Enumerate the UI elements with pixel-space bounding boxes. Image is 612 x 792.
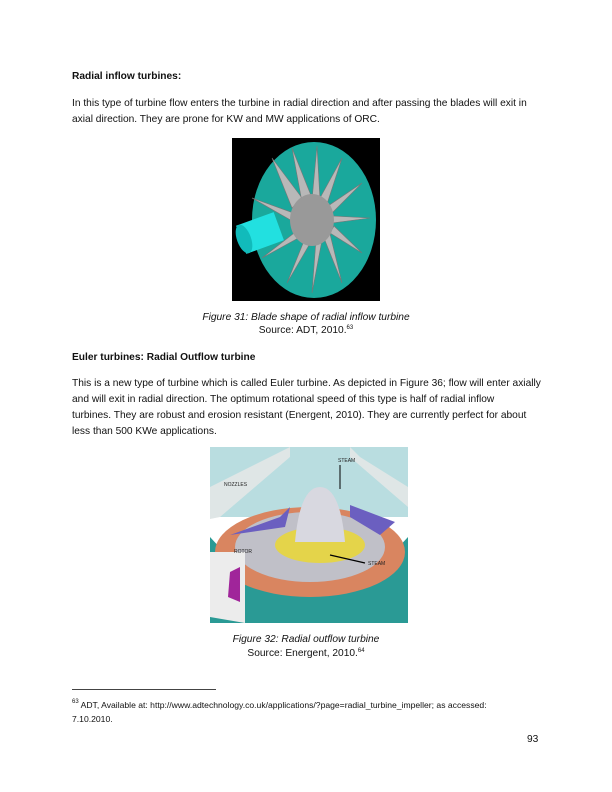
radial-inflow-turbine-image — [232, 138, 380, 301]
paragraph-line: This is a new type of turbine which is called Euler turbine. As depicted in Figure 36; flow will enter axially — [72, 378, 541, 389]
paragraph-line: axial direction. They are prone for KW and MW applications of ORC. — [72, 114, 380, 125]
paragraph-line: In this type of turbine flow enters the turbine in radial direction and after passing the blades will exit in — [72, 98, 527, 109]
footnote-ref[interactable]: 63 — [346, 325, 354, 331]
figure32-source — [0, 646, 612, 662]
radial-outflow-turbine-image — [210, 447, 408, 623]
footnote-text-line2: 7.10.2010. — [72, 714, 113, 724]
footnote-ref[interactable]: 64 — [357, 648, 365, 654]
page-number: 93 — [527, 734, 539, 745]
footnote-text: ADT, Available at: http://www.adtechnology.co.uk/applications/?page=radial_turbine_impeller; as accessed: — [78, 700, 487, 710]
paragraph-line: and will exit in radial direction. The optimum rotational speed of this type is half of radial inflow — [72, 394, 495, 405]
footnote-63 — [72, 698, 487, 712]
figure31-caption: Figure 31: Blade shape of radial inflow turbine — [202, 312, 410, 323]
label-steam-out: STEAM — [368, 561, 386, 567]
figure31-source-text: Source: ADT, 2010. — [258, 325, 347, 336]
footnote-separator — [72, 689, 216, 690]
label-nozzles: NOZZLES — [224, 482, 248, 488]
section-heading-radial-inflow: Radial inflow turbines: — [72, 71, 182, 82]
figure32-caption: Figure 32: Radial outflow turbine — [232, 634, 380, 645]
paragraph-line: turbines. They are robust and erosion resistant (Energent, 2010). They are currently perfect for about — [72, 410, 527, 421]
paragraph-line: less than 500 KWe applications. — [72, 426, 217, 437]
footnote-number: 63 — [72, 699, 79, 705]
figure32-source-text: Source: Energent, 2010. — [247, 648, 358, 659]
figure31-source — [0, 323, 612, 339]
label-rotor: ROTOR — [234, 549, 252, 555]
label-steam-in: STEAM — [338, 458, 356, 464]
section-heading-euler: Euler turbines: Radial Outflow turbine — [72, 352, 256, 363]
